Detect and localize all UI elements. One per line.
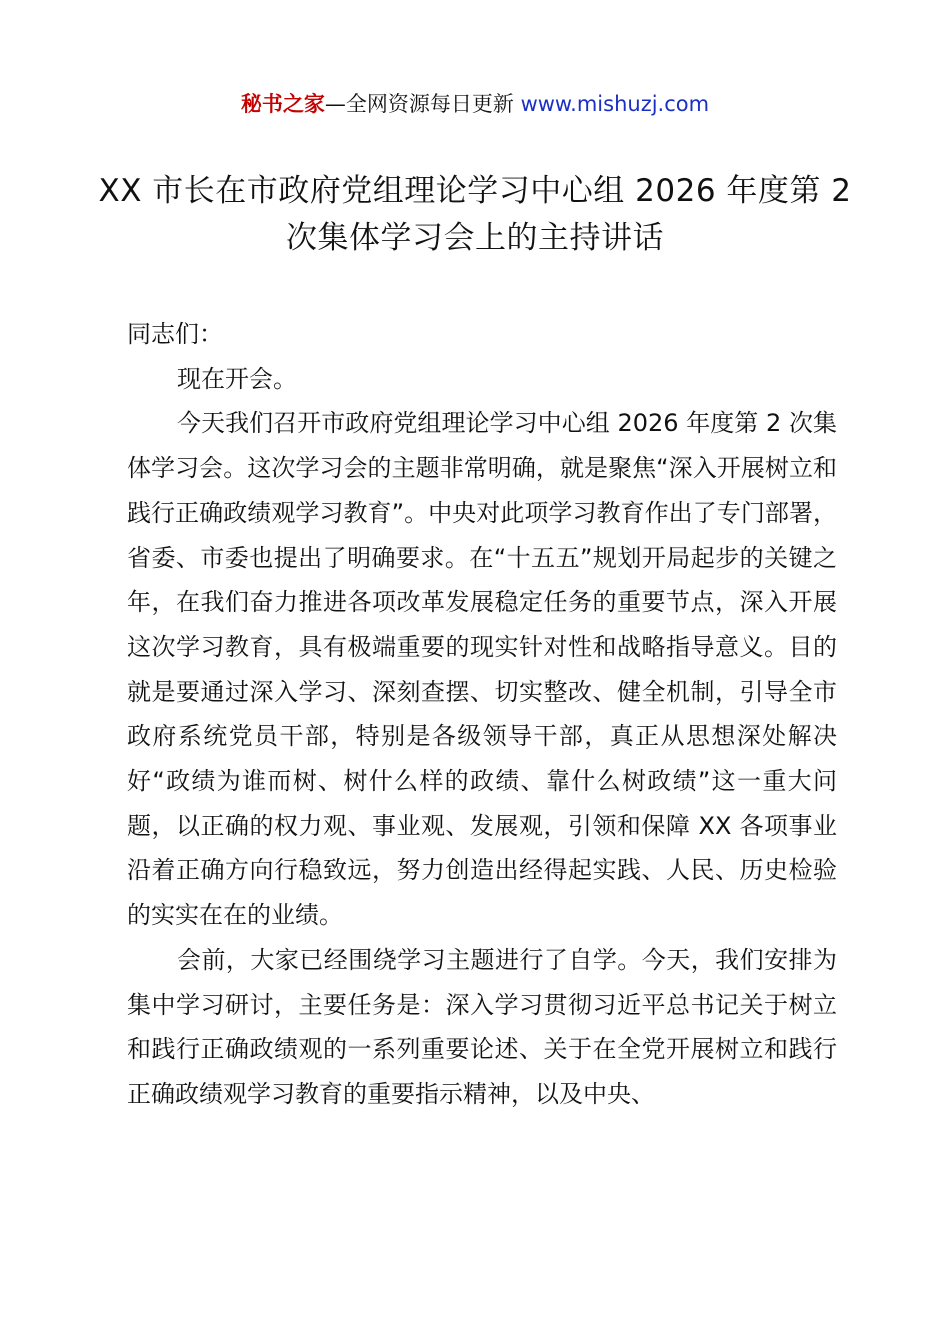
header-tagline: —全网资源每日更新: [324, 92, 521, 116]
brand-name: 秘书之家: [240, 92, 325, 116]
paragraph: 现在开会。: [177, 364, 297, 393]
document-title: XX 市长在市政府党组理论学习中心组 2026 年度第 2 次集体学习会上的主持讲话: [98, 173, 852, 256]
document-body: [127, 312, 837, 1117]
site-url-link[interactable]: www.mishuzj.com: [520, 92, 710, 116]
salutation: 同志们：: [127, 320, 223, 348]
paragraph: 今天我们召开市政府党组理论学习中心组 2026 年度第 2 次集体学习会。这次学习会的主题非常明确，就是聚焦“深入开展树立和践行正确政绩观学习教育”。中央对此项学习教育作出了专门部署，省委、市委也提出了明确要求。在“十五五”规划开局起步的关键之年，在我们奋力推进各项改革发展稳定任务的重要节点，深入开展这次学习教育，具有极端重要的现实针对性和战略指导意义。目的就是要通过深入学习、深刻查摆、切实整改、健全机制，引导全市政府系统党员干部，特别是各级领导干部，真正从思想深处解决好“政绩为谁而树、树什么样的政绩、靠什么树政绩”这一重大问题，以正确的权力观、事业观、发展观，引领和保障 XX 各项事业沿着正确方向行稳致远，努力创造出经得起实践、人民、历史检验的实实在在的业绩。: [127, 409, 837, 930]
site-header: [0, 88, 950, 120]
paragraph: 会前，大家已经围绕学习主题进行了自学。今天，我们安排为集中学习研讨，主要任务是：深入学习贯彻习近平总书记关于树立和践行正确政绩观的一系列重要论述、关于在全党开展树立和践行正确政绩观学习教育的重要指示精神，以及中央、: [127, 945, 837, 1108]
